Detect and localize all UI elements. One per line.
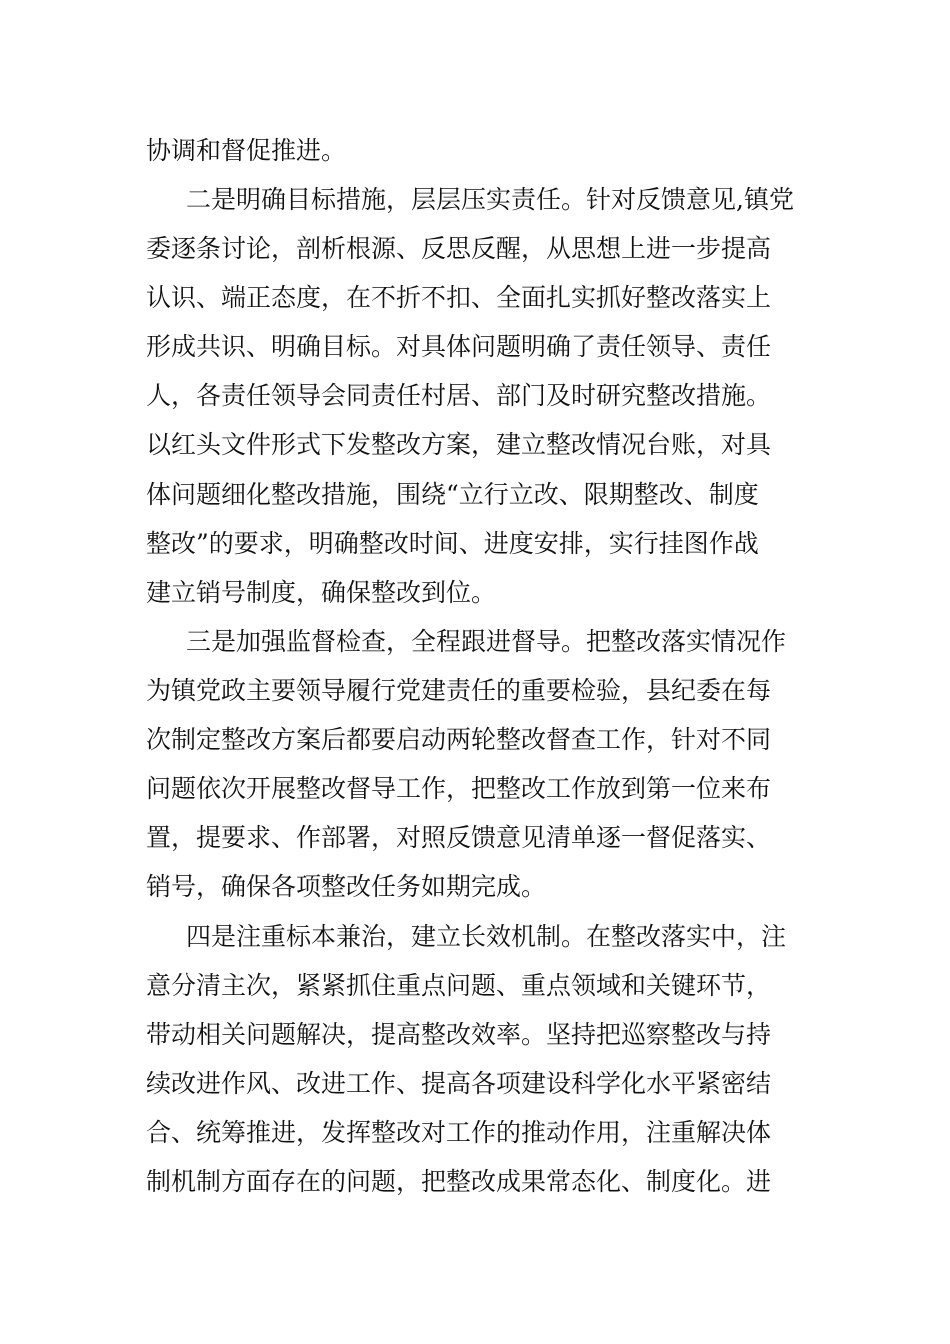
text-line: 人，各责任领导会同责任村居、部门及时研究整改措施。	[146, 381, 772, 410]
paragraph-start-line: 三是加强监督检查，全程跟进督导。把整改落实情况作	[186, 627, 787, 656]
text-line: 销号，确保各项整改任务如期完成。	[146, 872, 547, 901]
text-line: 合、统筹推进，发挥整改对工作的推动作用，注重解决体	[146, 1118, 772, 1147]
text-line: 形成共识、明确目标。对具体问题明确了责任领导、责任	[146, 332, 772, 361]
text-line: 带动相关问题解决，提高整改效率。坚持把巡察整改与持	[146, 1020, 772, 1049]
text-line: 体问题细化整改措施，围绕“立行立改、限期整改、制度	[146, 480, 759, 509]
text-line: 以红头文件形式下发整改方案，建立整改情况台账，对具	[146, 430, 772, 459]
text-line: 置，提要求、作部署，对照反馈意见清单逐一督促落实、	[146, 823, 772, 852]
text-line: 为镇党政主要领导履行党建责任的重要检验，县纪委在每	[146, 676, 772, 705]
text-line: 问题依次开展整改督导工作，把整改工作放到第一位来布	[146, 774, 772, 803]
text-line: 建立销号制度，确保整改到位。	[146, 578, 497, 607]
text-line: 制机制方面存在的问题，把整改成果常态化、制度化。进	[146, 1167, 772, 1196]
text-line: 意分清主次，紧紧抓住重点问题、重点领域和关键环节，	[146, 971, 772, 1000]
text-line: 委逐条讨论，剖析根源、反思反醒，从思想上进一步提高	[146, 234, 772, 263]
text-line: 次制定整改方案后都要启动两轮整改督查工作，针对不同	[146, 725, 772, 754]
paragraph-start-line: 二是明确目标措施，层层压实责任。针对反馈意见,镇党	[186, 185, 794, 214]
text-line: 续改进作风、改进工作、提高各项建设科学化水平紧密结	[146, 1069, 772, 1098]
text-line: 整改”的要求，明确整改时间、进度安排，实行挂图作战	[146, 529, 759, 558]
text-line: 协调和督促推进。	[146, 136, 347, 165]
paragraph-start-line: 四是注重标本兼治，建立长效机制。在整改落实中，注	[186, 922, 787, 951]
text-line: 认识、端正态度，在不折不扣、全面扎实抓好整改落实上	[146, 283, 772, 312]
